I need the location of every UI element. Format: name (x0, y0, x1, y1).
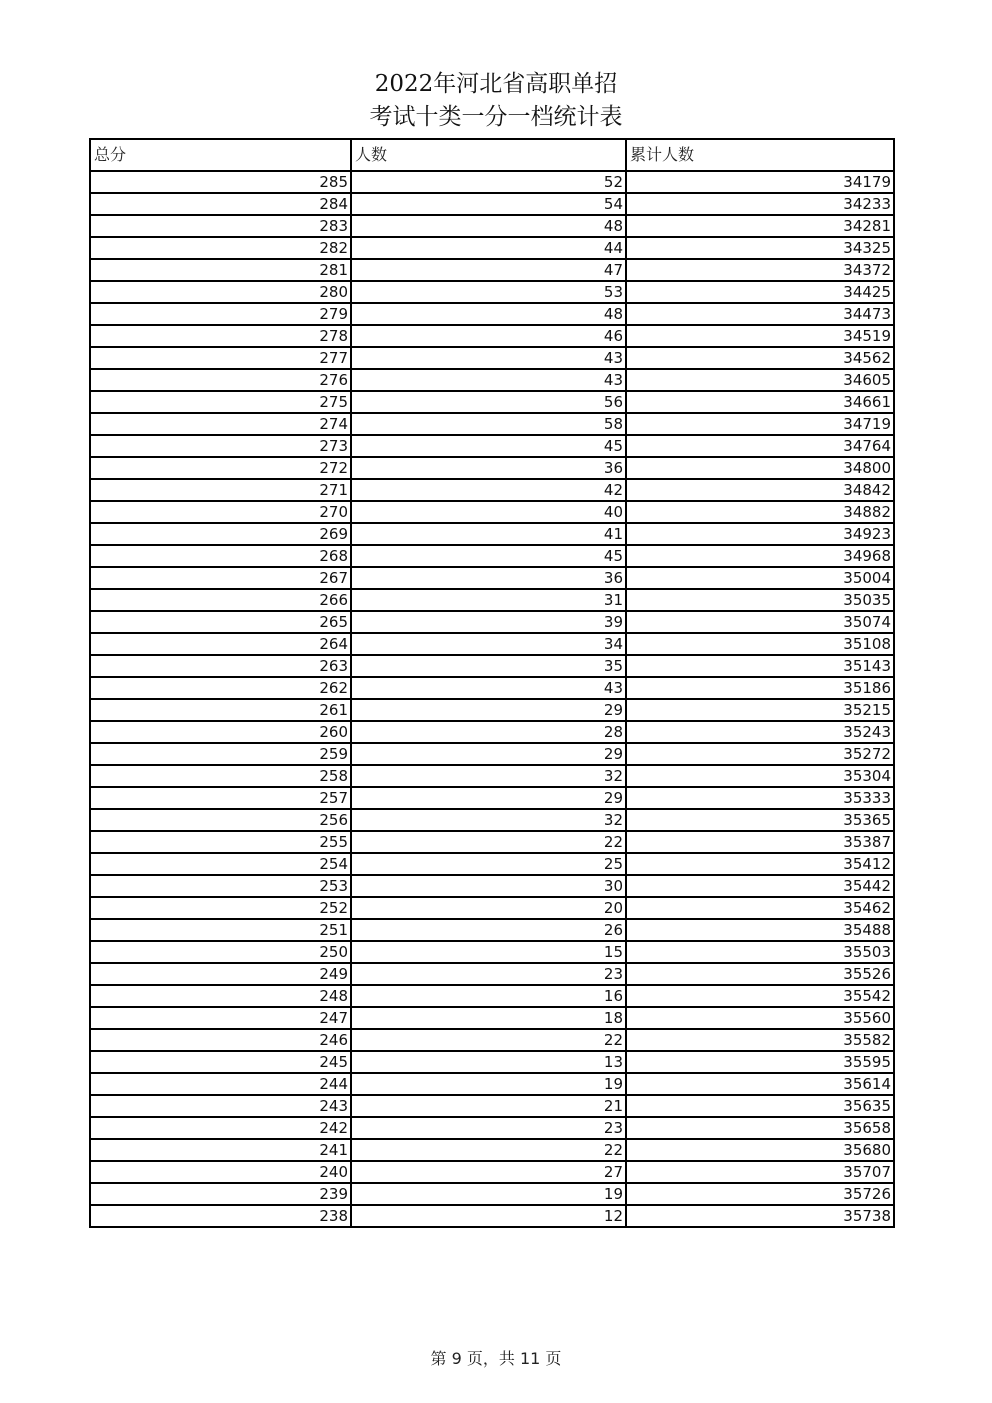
cell-count: 30 (351, 875, 626, 897)
table-row (90, 281, 894, 303)
table-row (90, 567, 894, 589)
cell-cumulative-count: 34968 (626, 545, 894, 567)
cell-total-score: 276 (90, 369, 351, 391)
table-row (90, 1029, 894, 1051)
cell-total-score: 251 (90, 919, 351, 941)
cell-cumulative-count: 35074 (626, 611, 894, 633)
cell-count: 35 (351, 655, 626, 677)
cell-cumulative-count: 34562 (626, 347, 894, 369)
cell-cumulative-count: 34923 (626, 523, 894, 545)
table-row (90, 853, 894, 875)
table-row (90, 633, 894, 655)
table-row (90, 963, 894, 985)
cell-total-score: 241 (90, 1139, 351, 1161)
cell-total-score: 271 (90, 479, 351, 501)
cell-count: 44 (351, 237, 626, 259)
table-row (90, 831, 894, 853)
table-row (90, 523, 894, 545)
cell-total-score: 250 (90, 941, 351, 963)
table-row (90, 413, 894, 435)
cell-count: 29 (351, 743, 626, 765)
cell-cumulative-count: 35738 (626, 1205, 894, 1227)
table-row (90, 1183, 894, 1205)
cell-cumulative-count: 35035 (626, 589, 894, 611)
cell-cumulative-count: 34882 (626, 501, 894, 523)
cell-cumulative-count: 34372 (626, 259, 894, 281)
cell-count: 23 (351, 1117, 626, 1139)
cell-count: 46 (351, 325, 626, 347)
cell-total-score: 262 (90, 677, 351, 699)
cell-total-score: 243 (90, 1095, 351, 1117)
cell-cumulative-count: 34519 (626, 325, 894, 347)
cell-count: 53 (351, 281, 626, 303)
table-row (90, 1139, 894, 1161)
cell-count: 36 (351, 567, 626, 589)
table-row (90, 193, 894, 215)
cell-count: 40 (351, 501, 626, 523)
cell-cumulative-count: 34661 (626, 391, 894, 413)
cell-count: 32 (351, 809, 626, 831)
cell-count: 48 (351, 303, 626, 325)
cell-total-score: 247 (90, 1007, 351, 1029)
table-row (90, 919, 894, 941)
cell-cumulative-count: 35726 (626, 1183, 894, 1205)
cell-total-score: 258 (90, 765, 351, 787)
score-distribution-table (89, 138, 895, 1228)
cell-cumulative-count: 35412 (626, 853, 894, 875)
cell-count: 19 (351, 1183, 626, 1205)
table-row (90, 897, 894, 919)
cell-total-score: 272 (90, 457, 351, 479)
cell-count: 29 (351, 787, 626, 809)
cell-total-score: 256 (90, 809, 351, 831)
cell-total-score: 238 (90, 1205, 351, 1227)
cell-total-score: 268 (90, 545, 351, 567)
table-row (90, 347, 894, 369)
cell-cumulative-count: 35658 (626, 1117, 894, 1139)
cell-count: 43 (351, 347, 626, 369)
cell-total-score: 260 (90, 721, 351, 743)
table-row (90, 809, 894, 831)
table-row (90, 677, 894, 699)
cell-cumulative-count: 35560 (626, 1007, 894, 1029)
table-row (90, 941, 894, 963)
header-total-score: 总分 (90, 139, 351, 171)
cell-cumulative-count: 34425 (626, 281, 894, 303)
cell-count: 18 (351, 1007, 626, 1029)
cell-count: 26 (351, 919, 626, 941)
cell-count: 31 (351, 589, 626, 611)
cell-cumulative-count: 34473 (626, 303, 894, 325)
table-row (90, 875, 894, 897)
table-body (90, 171, 894, 1227)
cell-count: 19 (351, 1073, 626, 1095)
cell-total-score: 249 (90, 963, 351, 985)
cell-count: 12 (351, 1205, 626, 1227)
cell-cumulative-count: 35503 (626, 941, 894, 963)
cell-total-score: 274 (90, 413, 351, 435)
cell-total-score: 253 (90, 875, 351, 897)
cell-cumulative-count: 35614 (626, 1073, 894, 1095)
table-row (90, 1117, 894, 1139)
table-row (90, 215, 894, 237)
table-row (90, 765, 894, 787)
cell-total-score: 254 (90, 853, 351, 875)
table-row (90, 303, 894, 325)
cell-count: 25 (351, 853, 626, 875)
cell-count: 58 (351, 413, 626, 435)
cell-total-score: 282 (90, 237, 351, 259)
cell-total-score: 275 (90, 391, 351, 413)
cell-count: 15 (351, 941, 626, 963)
cell-count: 39 (351, 611, 626, 633)
table-row (90, 259, 894, 281)
cell-cumulative-count: 34605 (626, 369, 894, 391)
cell-total-score: 246 (90, 1029, 351, 1051)
table-row (90, 985, 894, 1007)
table-row (90, 1007, 894, 1029)
cell-cumulative-count: 34179 (626, 171, 894, 193)
cell-cumulative-count: 35582 (626, 1029, 894, 1051)
cell-count: 21 (351, 1095, 626, 1117)
cell-total-score: 269 (90, 523, 351, 545)
table-row (90, 1073, 894, 1095)
table-header-row (90, 139, 894, 171)
table-row (90, 391, 894, 413)
cell-cumulative-count: 35243 (626, 721, 894, 743)
cell-cumulative-count: 34719 (626, 413, 894, 435)
table-row (90, 435, 894, 457)
table-row (90, 1205, 894, 1227)
cell-total-score: 259 (90, 743, 351, 765)
cell-total-score: 281 (90, 259, 351, 281)
cell-total-score: 252 (90, 897, 351, 919)
cell-cumulative-count: 35365 (626, 809, 894, 831)
table-row (90, 655, 894, 677)
cell-count: 47 (351, 259, 626, 281)
header-count: 人数 (351, 139, 626, 171)
cell-cumulative-count: 35442 (626, 875, 894, 897)
table-row (90, 237, 894, 259)
cell-total-score: 284 (90, 193, 351, 215)
table-row (90, 457, 894, 479)
cell-cumulative-count: 35004 (626, 567, 894, 589)
table-row (90, 611, 894, 633)
cell-cumulative-count: 34325 (626, 237, 894, 259)
cell-count: 48 (351, 215, 626, 237)
cell-count: 56 (351, 391, 626, 413)
cell-count: 45 (351, 435, 626, 457)
cell-cumulative-count: 35387 (626, 831, 894, 853)
table-row (90, 1051, 894, 1073)
cell-count: 22 (351, 831, 626, 853)
table-row (90, 479, 894, 501)
cell-cumulative-count: 35215 (626, 699, 894, 721)
cell-total-score: 261 (90, 699, 351, 721)
cell-total-score: 266 (90, 589, 351, 611)
cell-total-score: 242 (90, 1117, 351, 1139)
cell-count: 13 (351, 1051, 626, 1073)
cell-total-score: 285 (90, 171, 351, 193)
table-row (90, 369, 894, 391)
cell-cumulative-count: 35108 (626, 633, 894, 655)
table-row (90, 545, 894, 567)
cell-total-score: 265 (90, 611, 351, 633)
cell-cumulative-count: 35462 (626, 897, 894, 919)
cell-total-score: 244 (90, 1073, 351, 1095)
cell-count: 20 (351, 897, 626, 919)
cell-count: 27 (351, 1161, 626, 1183)
document-title-line1: 2022年河北省高职单招 (374, 71, 618, 97)
table-row (90, 1095, 894, 1117)
cell-total-score: 267 (90, 567, 351, 589)
cell-count: 23 (351, 963, 626, 985)
cell-count: 54 (351, 193, 626, 215)
cell-cumulative-count: 34281 (626, 215, 894, 237)
cell-total-score: 255 (90, 831, 351, 853)
cell-total-score: 248 (90, 985, 351, 1007)
table-row (90, 1161, 894, 1183)
table-row (90, 787, 894, 809)
cell-cumulative-count: 35595 (626, 1051, 894, 1073)
cell-count: 42 (351, 479, 626, 501)
cell-total-score: 239 (90, 1183, 351, 1205)
cell-total-score: 273 (90, 435, 351, 457)
cell-cumulative-count: 35304 (626, 765, 894, 787)
cell-total-score: 240 (90, 1161, 351, 1183)
cell-cumulative-count: 35186 (626, 677, 894, 699)
cell-total-score: 279 (90, 303, 351, 325)
cell-cumulative-count: 34800 (626, 457, 894, 479)
cell-count: 22 (351, 1029, 626, 1051)
cell-total-score: 278 (90, 325, 351, 347)
cell-cumulative-count: 35143 (626, 655, 894, 677)
cell-count: 43 (351, 677, 626, 699)
cell-cumulative-count: 35707 (626, 1161, 894, 1183)
cell-count: 52 (351, 171, 626, 193)
table-row (90, 501, 894, 523)
cell-total-score: 257 (90, 787, 351, 809)
page-number: 第 9 页，共 11 页 (430, 1349, 562, 1368)
cell-count: 29 (351, 699, 626, 721)
cell-count: 28 (351, 721, 626, 743)
header-cumulative-count: 累计人数 (626, 139, 894, 171)
cell-count: 41 (351, 523, 626, 545)
cell-total-score: 264 (90, 633, 351, 655)
cell-count: 16 (351, 985, 626, 1007)
cell-total-score: 280 (90, 281, 351, 303)
cell-count: 34 (351, 633, 626, 655)
cell-total-score: 283 (90, 215, 351, 237)
cell-cumulative-count: 35526 (626, 963, 894, 985)
document-title-line2: 考试十类一分一档统计表 (369, 104, 623, 130)
cell-total-score: 263 (90, 655, 351, 677)
cell-cumulative-count: 35333 (626, 787, 894, 809)
table-row (90, 743, 894, 765)
cell-cumulative-count: 35680 (626, 1139, 894, 1161)
cell-cumulative-count: 35272 (626, 743, 894, 765)
cell-total-score: 270 (90, 501, 351, 523)
table-row (90, 325, 894, 347)
cell-cumulative-count: 34233 (626, 193, 894, 215)
table-row (90, 721, 894, 743)
cell-count: 36 (351, 457, 626, 479)
cell-cumulative-count: 34764 (626, 435, 894, 457)
cell-total-score: 277 (90, 347, 351, 369)
cell-cumulative-count: 34842 (626, 479, 894, 501)
cell-count: 45 (351, 545, 626, 567)
table-row (90, 699, 894, 721)
cell-cumulative-count: 35488 (626, 919, 894, 941)
cell-total-score: 245 (90, 1051, 351, 1073)
cell-cumulative-count: 35542 (626, 985, 894, 1007)
cell-cumulative-count: 35635 (626, 1095, 894, 1117)
cell-count: 32 (351, 765, 626, 787)
table-row (90, 589, 894, 611)
table-row (90, 171, 894, 193)
cell-count: 43 (351, 369, 626, 391)
cell-count: 22 (351, 1139, 626, 1161)
